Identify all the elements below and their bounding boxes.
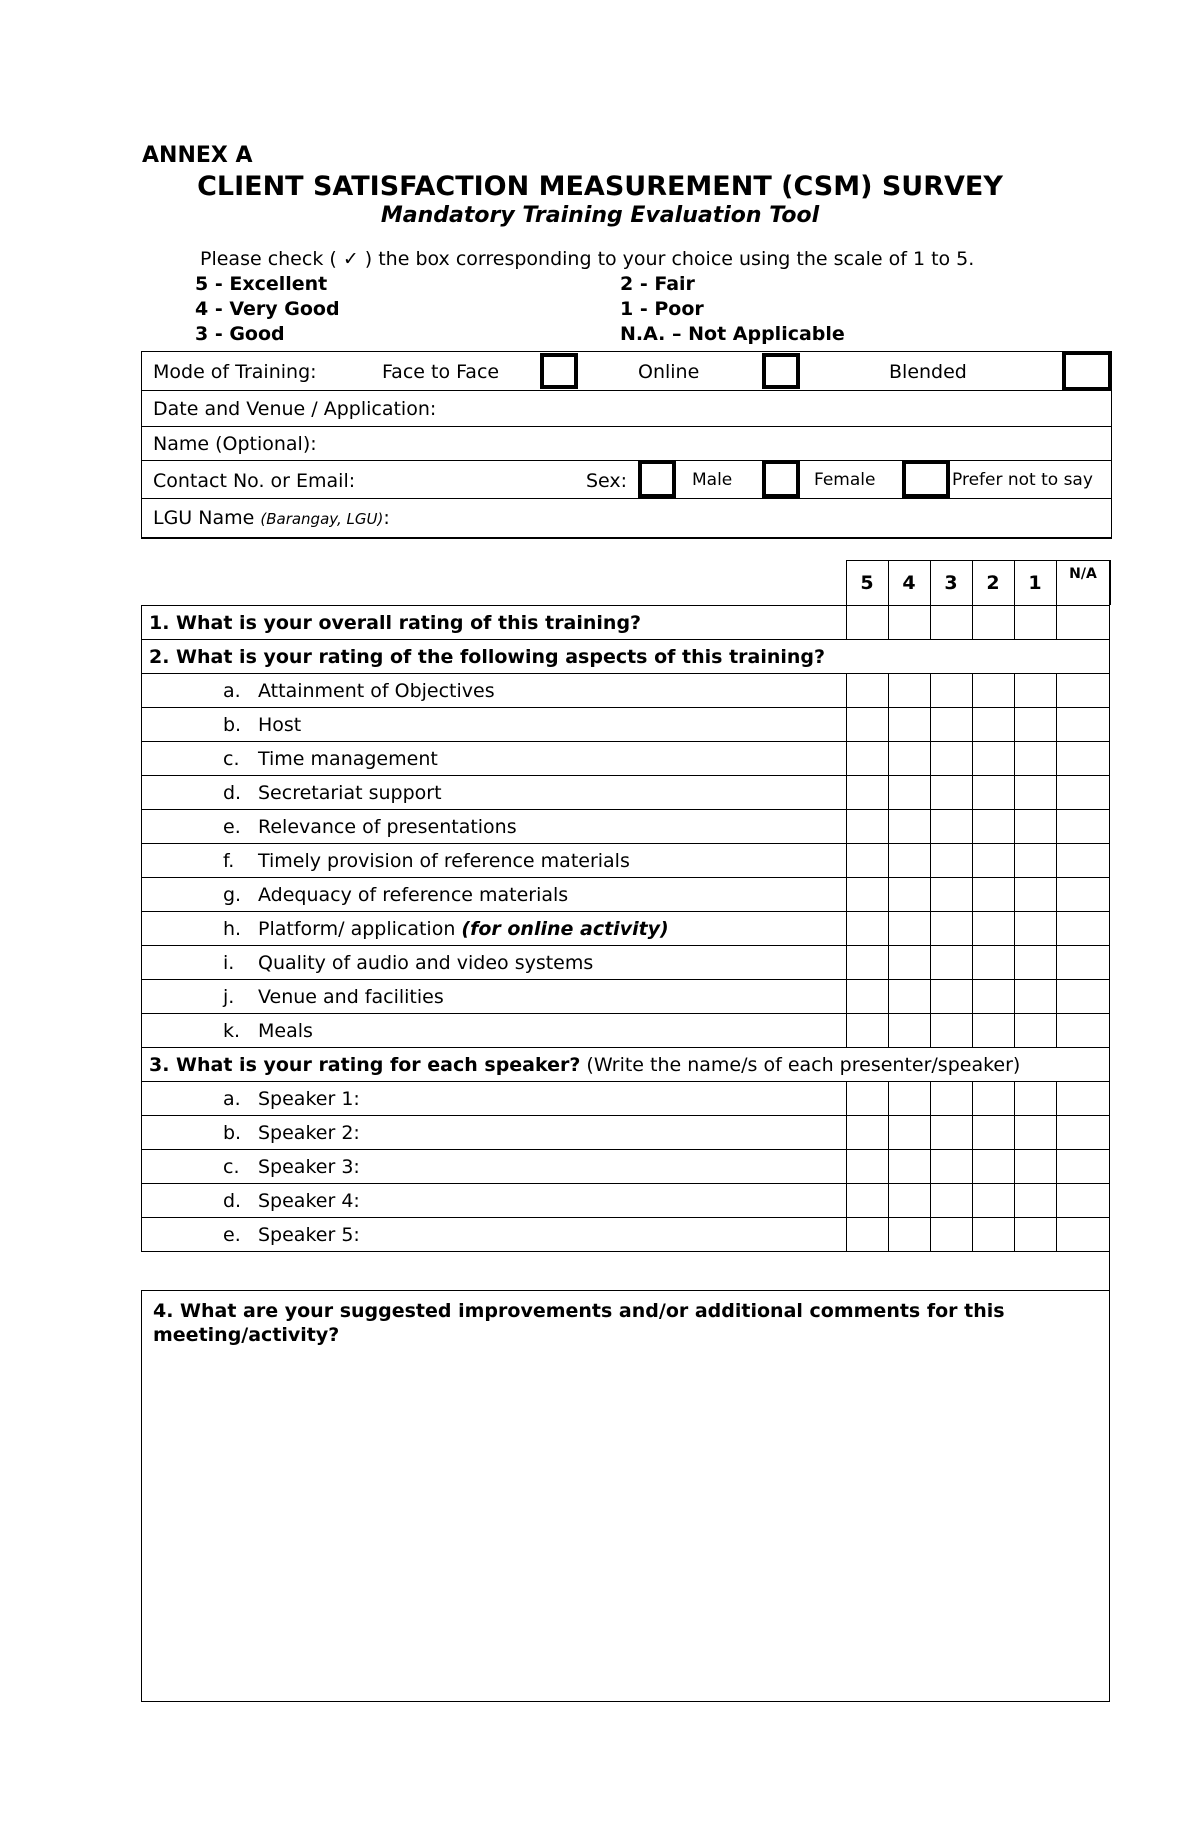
rating-cell-2[interactable] <box>972 776 1014 809</box>
item-letter: g. <box>223 883 242 906</box>
mode-online-label: Online <box>638 361 700 383</box>
rating-cell-5[interactable] <box>846 878 888 911</box>
item-letter: d. <box>223 781 242 804</box>
rating-cell-3[interactable] <box>930 1150 972 1183</box>
lgu-name-field[interactable] <box>153 507 390 529</box>
rating-cells <box>846 1184 1110 1217</box>
rating-cell-2[interactable] <box>972 912 1014 945</box>
rating-cell-5[interactable] <box>846 1218 888 1251</box>
rating-cell-4[interactable] <box>888 912 930 945</box>
item-note: (for online activity) <box>461 917 669 940</box>
rating-cell-3[interactable] <box>930 946 972 979</box>
rating-cell-4[interactable] <box>888 1014 930 1047</box>
rating-cell-na[interactable] <box>1056 1218 1110 1251</box>
rating-cells <box>846 742 1110 775</box>
mode-blended-label: Blended <box>889 361 967 383</box>
item-label <box>223 878 568 911</box>
rating-cell-2[interactable] <box>972 1184 1014 1217</box>
rating-cells <box>846 844 1110 877</box>
rating-cell-3[interactable] <box>930 742 972 775</box>
rating-cell-3[interactable] <box>930 878 972 911</box>
rating-cell-5[interactable] <box>846 1014 888 1047</box>
rating-cell-3[interactable] <box>930 1082 972 1115</box>
blended-checkbox[interactable] <box>1062 351 1112 391</box>
rating-cell-4[interactable] <box>888 1116 930 1149</box>
item-letter: a. <box>223 679 241 702</box>
rating-table <box>141 560 1110 1249</box>
item-label <box>223 946 593 979</box>
sex-label: Sex: <box>586 470 628 492</box>
rating-cell-4[interactable] <box>888 742 930 775</box>
item-label <box>223 742 438 775</box>
item-letter: d. <box>223 1189 242 1212</box>
column-header-5: 5 <box>860 571 874 594</box>
rating-cell-na[interactable] <box>1056 1014 1110 1047</box>
rating-cell-3[interactable] <box>930 980 972 1013</box>
rating-cells <box>846 674 1110 707</box>
rating-cell-4[interactable] <box>888 606 930 639</box>
prefer-not-label: Prefer not to say <box>952 470 1093 490</box>
rating-cell-5[interactable] <box>846 1116 888 1149</box>
item-text: Speaker 3: <box>258 1155 360 1178</box>
rating-cell-4[interactable] <box>888 708 930 741</box>
date-venue-field[interactable]: Date and Venue / Application: <box>153 398 437 420</box>
item-text: Quality of audio and video systems <box>258 951 594 974</box>
aspect-row <box>141 775 1110 809</box>
rating-cell-5[interactable] <box>846 708 888 741</box>
rating-cell-na[interactable] <box>1056 742 1110 775</box>
rating-cell-2[interactable] <box>972 708 1014 741</box>
item-letter: b. <box>223 713 242 736</box>
rating-cell-na[interactable] <box>1056 776 1110 809</box>
rating-cell-3[interactable] <box>930 708 972 741</box>
speaker-row <box>141 1081 1110 1115</box>
item-label <box>223 674 495 707</box>
rating-cell-1[interactable] <box>1014 980 1056 1013</box>
rating-cell-2[interactable] <box>972 1150 1014 1183</box>
rating-cell-1[interactable] <box>1014 1184 1056 1217</box>
aspect-row <box>141 809 1110 843</box>
rating-cell-3[interactable] <box>930 1014 972 1047</box>
rating-cell-na[interactable] <box>1056 1082 1110 1115</box>
rating-cell-3[interactable] <box>930 674 972 707</box>
aspect-row <box>141 673 1110 707</box>
scale-1: 1 - Poor <box>620 298 704 320</box>
rating-cell-3[interactable] <box>930 810 972 843</box>
rating-cell-na[interactable] <box>1056 606 1110 639</box>
lgu-hint: (Barangay, LGU) <box>260 510 384 528</box>
aspect-row <box>141 979 1110 1013</box>
aspect-row <box>141 843 1110 877</box>
item-letter: e. <box>223 815 241 838</box>
annex-label: ANNEX A <box>142 143 253 168</box>
sex-checkbox-1[interactable] <box>638 460 676 498</box>
item-letter: f. <box>223 849 235 872</box>
rating-cell-1[interactable] <box>1014 912 1056 945</box>
rating-cell-2[interactable] <box>972 742 1014 775</box>
rating-cell-4[interactable] <box>888 844 930 877</box>
rating-cell-4[interactable] <box>888 776 930 809</box>
scale-4: 4 - Very Good <box>195 298 340 320</box>
scale-5: 5 - Excellent <box>195 273 328 295</box>
rating-cell-4[interactable] <box>888 1082 930 1115</box>
item-label <box>223 844 630 877</box>
rating-cell-5[interactable] <box>846 810 888 843</box>
item-text: Speaker 5: <box>258 1223 360 1246</box>
rating-cell-2[interactable] <box>972 1082 1014 1115</box>
question-1-label: 1. What is your overall rating of this training? <box>149 611 642 634</box>
rating-cell-2[interactable] <box>972 1014 1014 1047</box>
rating-cell-2[interactable] <box>972 946 1014 979</box>
rating-cell-1[interactable] <box>1014 606 1056 639</box>
speaker-row <box>141 1183 1110 1217</box>
rating-cell-5[interactable] <box>846 674 888 707</box>
rating-cell-1[interactable] <box>1014 708 1056 741</box>
rating-cells <box>846 1218 1110 1251</box>
item-text: Timely provision of reference materials <box>258 849 630 872</box>
rating-cells <box>846 946 1110 979</box>
lgu-colon: : <box>383 507 390 529</box>
rating-cells <box>846 1150 1110 1183</box>
rating-cell-5[interactable] <box>846 1150 888 1183</box>
item-letter: a. <box>223 1087 241 1110</box>
rating-cell-1[interactable] <box>1014 1082 1056 1115</box>
instruction-text: Please check ( ✓ ) the box corresponding to your choice using the scale of 1 to 5. <box>200 248 975 270</box>
rating-cell-5[interactable] <box>846 606 888 639</box>
rating-cells <box>846 912 1110 945</box>
item-label <box>223 1116 360 1149</box>
survey-title: CLIENT SATISFACTION MEASUREMENT (CSM) SURVEY <box>197 171 1003 202</box>
rating-cell-5[interactable] <box>846 946 888 979</box>
rating-cells <box>846 776 1110 809</box>
rating-cell-na[interactable] <box>1056 1184 1110 1217</box>
rating-cell-3[interactable] <box>930 1184 972 1217</box>
question-2-row <box>141 639 1110 673</box>
column-header-3: 3 <box>944 571 958 594</box>
rating-cell-5[interactable] <box>846 1082 888 1115</box>
item-text: Speaker 2: <box>258 1121 360 1144</box>
aspect-row <box>141 741 1110 775</box>
item-text: Relevance of presentations <box>258 815 517 838</box>
item-letter: i. <box>223 951 235 974</box>
rating-cell-5[interactable] <box>846 844 888 877</box>
respondent-info-box <box>141 351 1112 539</box>
rating-cell-4[interactable] <box>888 810 930 843</box>
scale-na: N.A. – Not Applicable <box>620 323 845 345</box>
item-label <box>223 912 669 945</box>
item-label <box>223 1150 360 1183</box>
rating-cell-na[interactable] <box>1056 1150 1110 1183</box>
rating-cells <box>846 810 1110 843</box>
rating-cell-3[interactable] <box>930 1116 972 1149</box>
contact-field[interactable]: Contact No. or Email: <box>153 470 356 492</box>
column-header-1: 1 <box>1028 571 1042 594</box>
item-text: Time management <box>258 747 438 770</box>
item-letter: c. <box>223 1155 240 1178</box>
rating-cell-4[interactable] <box>888 878 930 911</box>
sex-checkbox-3[interactable] <box>902 460 950 498</box>
scale-3: 3 - Good <box>195 323 285 345</box>
item-text: Adequacy of reference materials <box>258 883 569 906</box>
rating-cell-2[interactable] <box>972 810 1014 843</box>
male-label: Male <box>692 470 733 490</box>
item-label <box>223 708 301 741</box>
item-letter: j. <box>223 985 235 1008</box>
rating-cell-2[interactable] <box>972 844 1014 877</box>
rating-cell-1[interactable] <box>1014 1116 1056 1149</box>
rating-cell-5[interactable] <box>846 1184 888 1217</box>
item-letter: h. <box>223 917 242 940</box>
rating-cell-4[interactable] <box>888 1150 930 1183</box>
rating-cell-3[interactable] <box>930 912 972 945</box>
rating-cell-1[interactable] <box>1014 1014 1056 1047</box>
speaker-row <box>141 1149 1110 1183</box>
rating-cell-1[interactable] <box>1014 1218 1056 1251</box>
scale-2: 2 - Fair <box>620 273 695 295</box>
rating-cell-na[interactable] <box>1056 844 1110 877</box>
speaker-row <box>141 1217 1110 1251</box>
rating-cell-1[interactable] <box>1014 844 1056 877</box>
column-header-4: 4 <box>902 571 916 594</box>
rating-cell-na[interactable] <box>1056 912 1110 945</box>
item-letter: c. <box>223 747 240 770</box>
question-3-label <box>149 1048 1020 1081</box>
rating-cell-1[interactable] <box>1014 776 1056 809</box>
rating-cell-1[interactable] <box>1014 742 1056 775</box>
item-label <box>223 1082 360 1115</box>
rating-cell-2[interactable] <box>972 980 1014 1013</box>
rating-cell-2[interactable] <box>972 878 1014 911</box>
rating-cells <box>846 1082 1110 1115</box>
rating-cell-1[interactable] <box>1014 878 1056 911</box>
rating-cell-3[interactable] <box>930 844 972 877</box>
rating-cell-1[interactable] <box>1014 674 1056 707</box>
mode-face-to-face-label: Face to Face <box>382 361 500 383</box>
rating-cell-4[interactable] <box>888 674 930 707</box>
rating-cell-5[interactable] <box>846 742 888 775</box>
rating-cell-na[interactable] <box>1056 674 1110 707</box>
rating-cell-na[interactable] <box>1056 980 1110 1013</box>
rating-cell-1[interactable] <box>1014 810 1056 843</box>
rating-cell-4[interactable] <box>888 1184 930 1217</box>
item-text: Secretariat support <box>258 781 442 804</box>
rating-cell-5[interactable] <box>846 980 888 1013</box>
column-header-2: 2 <box>986 571 1000 594</box>
question-3-row <box>141 1047 1110 1081</box>
rating-cell-1[interactable] <box>1014 1150 1056 1183</box>
rating-cells <box>846 708 1110 741</box>
question-2-label: 2. What is your rating of the following aspects of this training? <box>149 645 826 668</box>
aspect-row <box>141 911 1110 945</box>
question-1-row <box>141 605 1110 639</box>
item-text: Host <box>258 713 302 736</box>
item-text: Platform/ application <box>258 917 456 940</box>
aspect-row <box>141 945 1110 979</box>
rating-cells <box>846 1116 1110 1149</box>
rating-cell-2[interactable] <box>972 606 1014 639</box>
rating-cell-3[interactable] <box>930 606 972 639</box>
rating-cell-5[interactable] <box>846 776 888 809</box>
rating-cell-na[interactable] <box>1056 810 1110 843</box>
rating-cells <box>846 1014 1110 1047</box>
question-3-note: (Write the name/s of each presenter/speaker) <box>586 1053 1021 1076</box>
aspect-row <box>141 877 1110 911</box>
rating-cell-2[interactable] <box>972 1218 1014 1251</box>
item-text: Meals <box>258 1019 313 1042</box>
rating-cell-4[interactable] <box>888 946 930 979</box>
aspect-row <box>141 707 1110 741</box>
rating-cell-na[interactable] <box>1056 946 1110 979</box>
item-text: Speaker 1: <box>258 1087 360 1110</box>
lgu-name-label: LGU Name <box>153 507 255 529</box>
rating-cell-2[interactable] <box>972 674 1014 707</box>
aspect-row <box>141 1013 1110 1047</box>
item-letter: k. <box>223 1019 241 1042</box>
rating-cell-2[interactable] <box>972 1116 1014 1149</box>
item-text: Attainment of Objectives <box>258 679 495 702</box>
mode-of-training-label: Mode of Training: <box>153 361 317 383</box>
rating-cell-3[interactable] <box>930 776 972 809</box>
item-letter: b. <box>223 1121 242 1144</box>
rating-cell-1[interactable] <box>1014 946 1056 979</box>
item-text: Speaker 4: <box>258 1189 360 1212</box>
name-field[interactable]: Name (Optional): <box>153 433 317 455</box>
item-label <box>223 1218 360 1251</box>
rating-cells <box>846 878 1110 911</box>
item-label <box>223 1184 360 1217</box>
item-label <box>223 980 444 1013</box>
rating-cells <box>846 606 1110 639</box>
rating-cell-na[interactable] <box>1056 878 1110 911</box>
rating-cell-na[interactable] <box>1056 1116 1110 1149</box>
comments-box[interactable] <box>141 1290 1110 1702</box>
question-3-text: 3. What is your rating for each speaker? <box>149 1053 581 1076</box>
speaker-row <box>141 1115 1110 1149</box>
item-letter: e. <box>223 1223 241 1246</box>
rating-cell-3[interactable] <box>930 1218 972 1251</box>
rating-cell-na[interactable] <box>1056 708 1110 741</box>
rating-cell-5[interactable] <box>846 912 888 945</box>
survey-subtitle: Mandatory Training Evaluation Tool <box>380 203 820 228</box>
item-text: Venue and facilities <box>258 985 444 1008</box>
female-label: Female <box>814 470 876 490</box>
sex-checkbox-2[interactable] <box>762 460 800 498</box>
column-header-na: N/A <box>1069 566 1097 582</box>
rating-cell-4[interactable] <box>888 1218 930 1251</box>
item-label <box>223 776 442 809</box>
question-4: 4. What are your suggested improvements and/or additional comments for this meeting/activity? <box>153 1300 1005 1346</box>
face-to-face-checkbox[interactable] <box>540 353 578 389</box>
item-label <box>223 1014 313 1047</box>
rating-cells <box>846 980 1110 1013</box>
item-label <box>223 810 517 843</box>
online-checkbox[interactable] <box>762 353 800 389</box>
rating-cell-4[interactable] <box>888 980 930 1013</box>
